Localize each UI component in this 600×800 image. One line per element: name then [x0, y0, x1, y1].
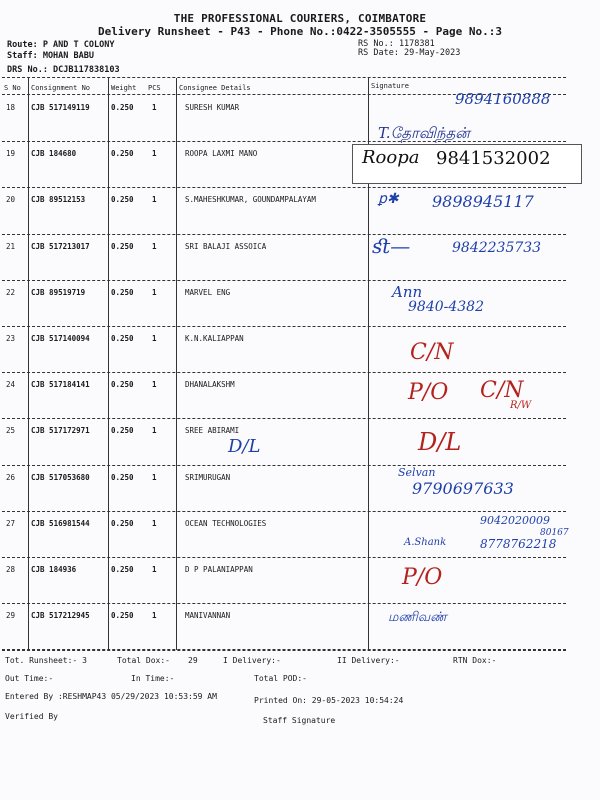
col-header-consignee: Consignee Details: [179, 84, 251, 92]
row-consignment-no: CJB 517212945: [31, 611, 90, 621]
col-header-signature: Signature: [371, 82, 409, 90]
row-sno: 20: [6, 195, 16, 205]
column-divider: [108, 78, 109, 650]
row-weight: 0.250: [111, 565, 134, 574]
row-sno: 24: [6, 380, 16, 390]
row-divider: [2, 603, 566, 604]
row-sno: 18: [6, 103, 16, 112]
col-header-weight: Weight: [111, 84, 137, 92]
row-consignee: S.MAHESHKUMAR, GOUNDAMPALAYAM: [185, 195, 316, 205]
handwritten-phone: 9894160888: [455, 90, 551, 108]
handwritten-phone: 80167: [540, 528, 569, 538]
handwritten-note: C/N: [480, 378, 524, 403]
row-weight: 0.250: [111, 380, 134, 390]
row-consignee: ROOPA LAXMI MANO: [185, 149, 258, 159]
row-weight: 0.250: [111, 426, 134, 436]
handwritten-note: P/O: [408, 380, 449, 405]
handwritten-phone: 9790697633: [412, 479, 514, 498]
route-label: Route: P AND T COLONY: [7, 40, 115, 50]
row-divider: [2, 141, 566, 142]
table-bottom-rule: [2, 650, 566, 651]
handwritten-note: C/N: [410, 340, 454, 365]
row-consignment-no: CJB 517184141: [31, 380, 90, 390]
col-header-sno: S No: [4, 84, 21, 92]
row-consignment-no: CJB 89519719: [31, 287, 86, 297]
row-consignment-no: CJB 516981544: [31, 518, 90, 528]
row-weight: 0.250: [111, 472, 134, 482]
row-sno: 29: [6, 611, 16, 621]
handwritten-signature: ꝑ✱: [378, 191, 399, 207]
table-top-rule: [2, 77, 566, 78]
row-consignee: SURESH KUMAR: [185, 103, 240, 112]
row-sno: 22: [6, 287, 16, 297]
company-title: THE PROFESSIONAL COURIERS, COIMBATORE: [173, 12, 427, 25]
row-consignment-no: CJB 517172971: [31, 426, 90, 436]
handwritten-phone: 9840-4382: [408, 299, 484, 315]
handwritten-phone: 9841532002: [436, 148, 551, 169]
row-pcs: 1: [152, 518, 157, 528]
row-divider: [2, 234, 566, 235]
runsheet-subtitle: Delivery Runsheet - P43 - Phone No.:0422-3505555 - Page No.:3: [98, 25, 502, 38]
handwritten-note: D/L: [418, 428, 462, 456]
row-sno: 21: [6, 241, 16, 251]
in-time-label: In Time:-: [131, 674, 175, 683]
row-consignee: DHANALAKSHM: [185, 380, 235, 390]
handwritten-phone: 9842235733: [452, 240, 542, 256]
row-divider: [2, 418, 566, 419]
row-consignee: D P PALANIAPPAN: [185, 565, 253, 574]
rs-date: RS Date: 29-May-2023: [358, 48, 461, 58]
row-divider: [2, 280, 566, 281]
verified-by-label: Verified By: [5, 712, 58, 721]
handwritten-phone: 9042020009: [480, 514, 550, 527]
row-pcs: 1: [152, 241, 157, 251]
handwritten-signature: T.தோவிந்தன்: [378, 124, 470, 142]
row-weight: 0.250: [111, 241, 134, 251]
col-header-pcs: PCS: [148, 84, 161, 92]
row-pcs: 1: [152, 380, 157, 390]
row-pcs: 1: [152, 611, 157, 621]
total-dox-value: 29: [188, 656, 198, 665]
row-consignment-no: CJB 517213017: [31, 241, 90, 251]
handwritten-note: D/L: [228, 436, 261, 457]
row-weight: 0.250: [111, 103, 134, 112]
row-pcs: 1: [152, 103, 157, 112]
total-dox-label: Total Dox:-: [117, 656, 170, 665]
row-consignee: MANIVANNAN: [185, 611, 231, 621]
column-divider: [176, 78, 177, 650]
handwritten-note: P/O: [402, 565, 443, 590]
row-consignee: K.N.KALIAPPAN: [185, 334, 244, 343]
entered-by: Entered By :RESHMAP43 05/29/2023 10:53:59 AM: [5, 692, 217, 701]
row-weight: 0.250: [111, 195, 134, 205]
row-sno: 23: [6, 334, 16, 343]
row-pcs: 1: [152, 472, 157, 482]
row-divider: [2, 557, 566, 558]
row-pcs: 1: [152, 195, 157, 205]
row-consignee: MARVEL ENG: [185, 287, 231, 297]
row-divider: [2, 187, 566, 188]
handwritten-signature: Selvan: [398, 466, 436, 479]
handwritten-signature: A.Shank: [404, 537, 447, 548]
row-consignee: OCEAN TECHNOLOGIES: [185, 518, 267, 528]
row-consignment-no: CJB 89512153: [31, 195, 86, 205]
handwritten-signature: Ann: [392, 283, 423, 301]
row-divider: [2, 511, 566, 512]
row-consignee: SRIMURUGAN: [185, 472, 231, 482]
row-divider: [2, 326, 566, 327]
row-pcs: 1: [152, 287, 157, 297]
total-runsheet: Tot. Runsheet:- 3: [5, 656, 87, 665]
row-sno: 27: [6, 518, 16, 528]
row-consignee: SRI BALAJI ASSOICA: [185, 241, 267, 251]
drs-number: DRS No.: DCJB117838103: [7, 65, 120, 75]
row-weight: 0.250: [111, 149, 134, 159]
row-weight: 0.250: [111, 518, 134, 528]
column-divider: [28, 78, 29, 650]
handwritten-note: R/W: [510, 400, 532, 411]
printed-on: Printed On: 29-05-2023 10:54:24: [254, 696, 404, 705]
col-header-consignment: Consignment No: [31, 84, 91, 92]
handwritten-signature: Roopa: [362, 147, 420, 168]
total-pod-label: Total POD:-: [254, 674, 307, 683]
handwritten-signature: ﬆ—: [372, 234, 411, 258]
staff-signature-label: Staff Signature: [263, 716, 336, 725]
row-pcs: 1: [152, 426, 157, 436]
row-sno: 19: [6, 149, 16, 159]
row-consignment-no: CJB 184936: [31, 565, 77, 574]
row-pcs: 1: [152, 149, 157, 159]
row-weight: 0.250: [111, 611, 134, 621]
row-sno: 25: [6, 426, 16, 436]
rs-number: RS No.: 1178381: [358, 39, 435, 49]
handwritten-signature: மணிவண்: [388, 610, 447, 625]
row-sno: 26: [6, 472, 16, 482]
out-time-label: Out Time:-: [5, 674, 54, 683]
rtn-dox-label: RTN Dox:-: [453, 656, 497, 665]
row-consignment-no: CJB 517140094: [31, 334, 90, 343]
row-weight: 0.250: [111, 287, 134, 297]
ii-delivery-label: II Delivery:-: [337, 656, 400, 665]
row-weight: 0.250: [111, 334, 134, 343]
i-delivery-label: I Delivery:-: [223, 656, 281, 665]
row-consignment-no: CJB 184680: [31, 149, 77, 159]
staff-label: Staff: MOHAN BABU: [7, 51, 94, 61]
handwritten-phone: 9898945117: [432, 192, 534, 211]
row-divider: [2, 465, 566, 466]
row-divider: [2, 372, 566, 373]
handwritten-phone: 8778762218: [480, 537, 557, 551]
row-consignee: SREE ABIRAMI: [185, 426, 240, 436]
row-sno: 28: [6, 565, 16, 574]
row-pcs: 1: [152, 334, 157, 343]
row-consignment-no: CJB 517149119: [31, 103, 90, 112]
row-consignment-no: CJB 517053680: [31, 472, 90, 482]
row-pcs: 1: [152, 565, 157, 574]
